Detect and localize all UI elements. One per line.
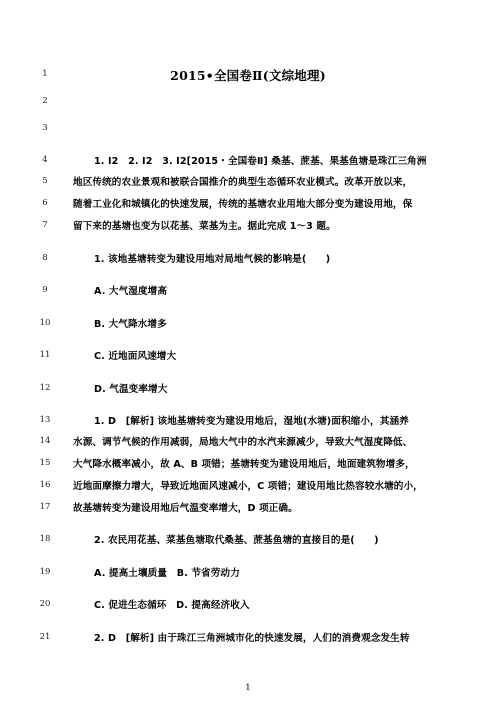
answer-line: 近地面摩擦力增大，导致近地面风速减小，C 项错；建设用地比热容较水塘的小， — [73, 481, 423, 492]
line-number: 5 — [42, 176, 48, 186]
line-number: 17 — [39, 502, 51, 512]
answer-line: 2. D [解析] 由于珠江三角洲城市化的快速发展，人们的消费观念发生转 — [94, 633, 410, 644]
answer-line: 大气降水概率减小，故 A、B 项错；基塘转变为建设用地后，地面建筑物增多， — [73, 459, 415, 470]
line-number: 3 — [42, 123, 48, 133]
paragraph-line: 随着工业化和城镇化的快速发展，传统的基塘农业用地大部分变为建设用地，保 — [73, 199, 413, 210]
line-number: 6 — [42, 198, 48, 208]
option-line: A. 提高土壤质量 B. 节省劳动力 — [94, 568, 240, 579]
line-number: 9 — [42, 285, 48, 295]
option-line: C. 促进生态循环 D. 提高经济收入 — [94, 600, 250, 611]
line-number: 21 — [39, 632, 51, 642]
option-line: B. 大气降水增多 — [94, 319, 167, 330]
line-number: 19 — [39, 567, 51, 577]
line-number: 14 — [39, 436, 51, 446]
document-title: 2015•全国卷Ⅱ(文综地理) — [170, 68, 326, 83]
line-number: 2 — [42, 96, 48, 106]
line-number: 8 — [42, 253, 48, 263]
answer-line: 1. D [解析] 该地基塘转变为建设用地后，湿地(水塘)面积缩小，其涵养 — [94, 416, 409, 427]
answer-line: 故基塘转变为建设用地后气温变率增大，D 项正确。 — [73, 503, 298, 514]
line-number: 12 — [39, 383, 51, 393]
line-number: 15 — [39, 458, 51, 468]
question-line: 2. 农民用花基、菜基鱼塘取代桑基、蔗基鱼塘的直接目的是( ) — [94, 535, 379, 546]
page-number: 1 — [245, 683, 251, 693]
line-number: 10 — [39, 318, 51, 328]
line-number: 18 — [39, 534, 51, 544]
question-line: 1. 该地基塘转变为建设用地对局地气候的影响是( ) — [94, 254, 331, 265]
paragraph-line: 留下来的基塘也变为以花基、菜基为主。据此完成 1～3 题。 — [73, 221, 336, 232]
option-line: A. 大气湿度增高 — [94, 286, 168, 297]
line-number: 4 — [42, 155, 48, 165]
line-number: 20 — [39, 599, 51, 609]
line-number: 7 — [42, 220, 48, 230]
line-number: 1 — [42, 69, 48, 79]
option-line: D. 气温变率增大 — [94, 384, 168, 395]
paragraph-line: 地区传统的农业景观和被联合国推介的典型生态循环农业模式。改革开放以来， — [73, 177, 413, 188]
line-number: 16 — [39, 480, 51, 490]
line-number: 11 — [39, 350, 51, 360]
option-line: C. 近地面风速增大 — [94, 351, 177, 362]
line-number: 13 — [39, 415, 51, 425]
answer-line: 水源、调节气候的作用减弱，局地大气中的水汽来源减少，导致大气湿度降低、 — [73, 437, 413, 448]
paragraph-line: 1. I2 2. I2 3. I2[2015・全国卷Ⅱ] 桑基、蔗基、果基鱼塘是珠江三角洲 — [94, 156, 427, 167]
